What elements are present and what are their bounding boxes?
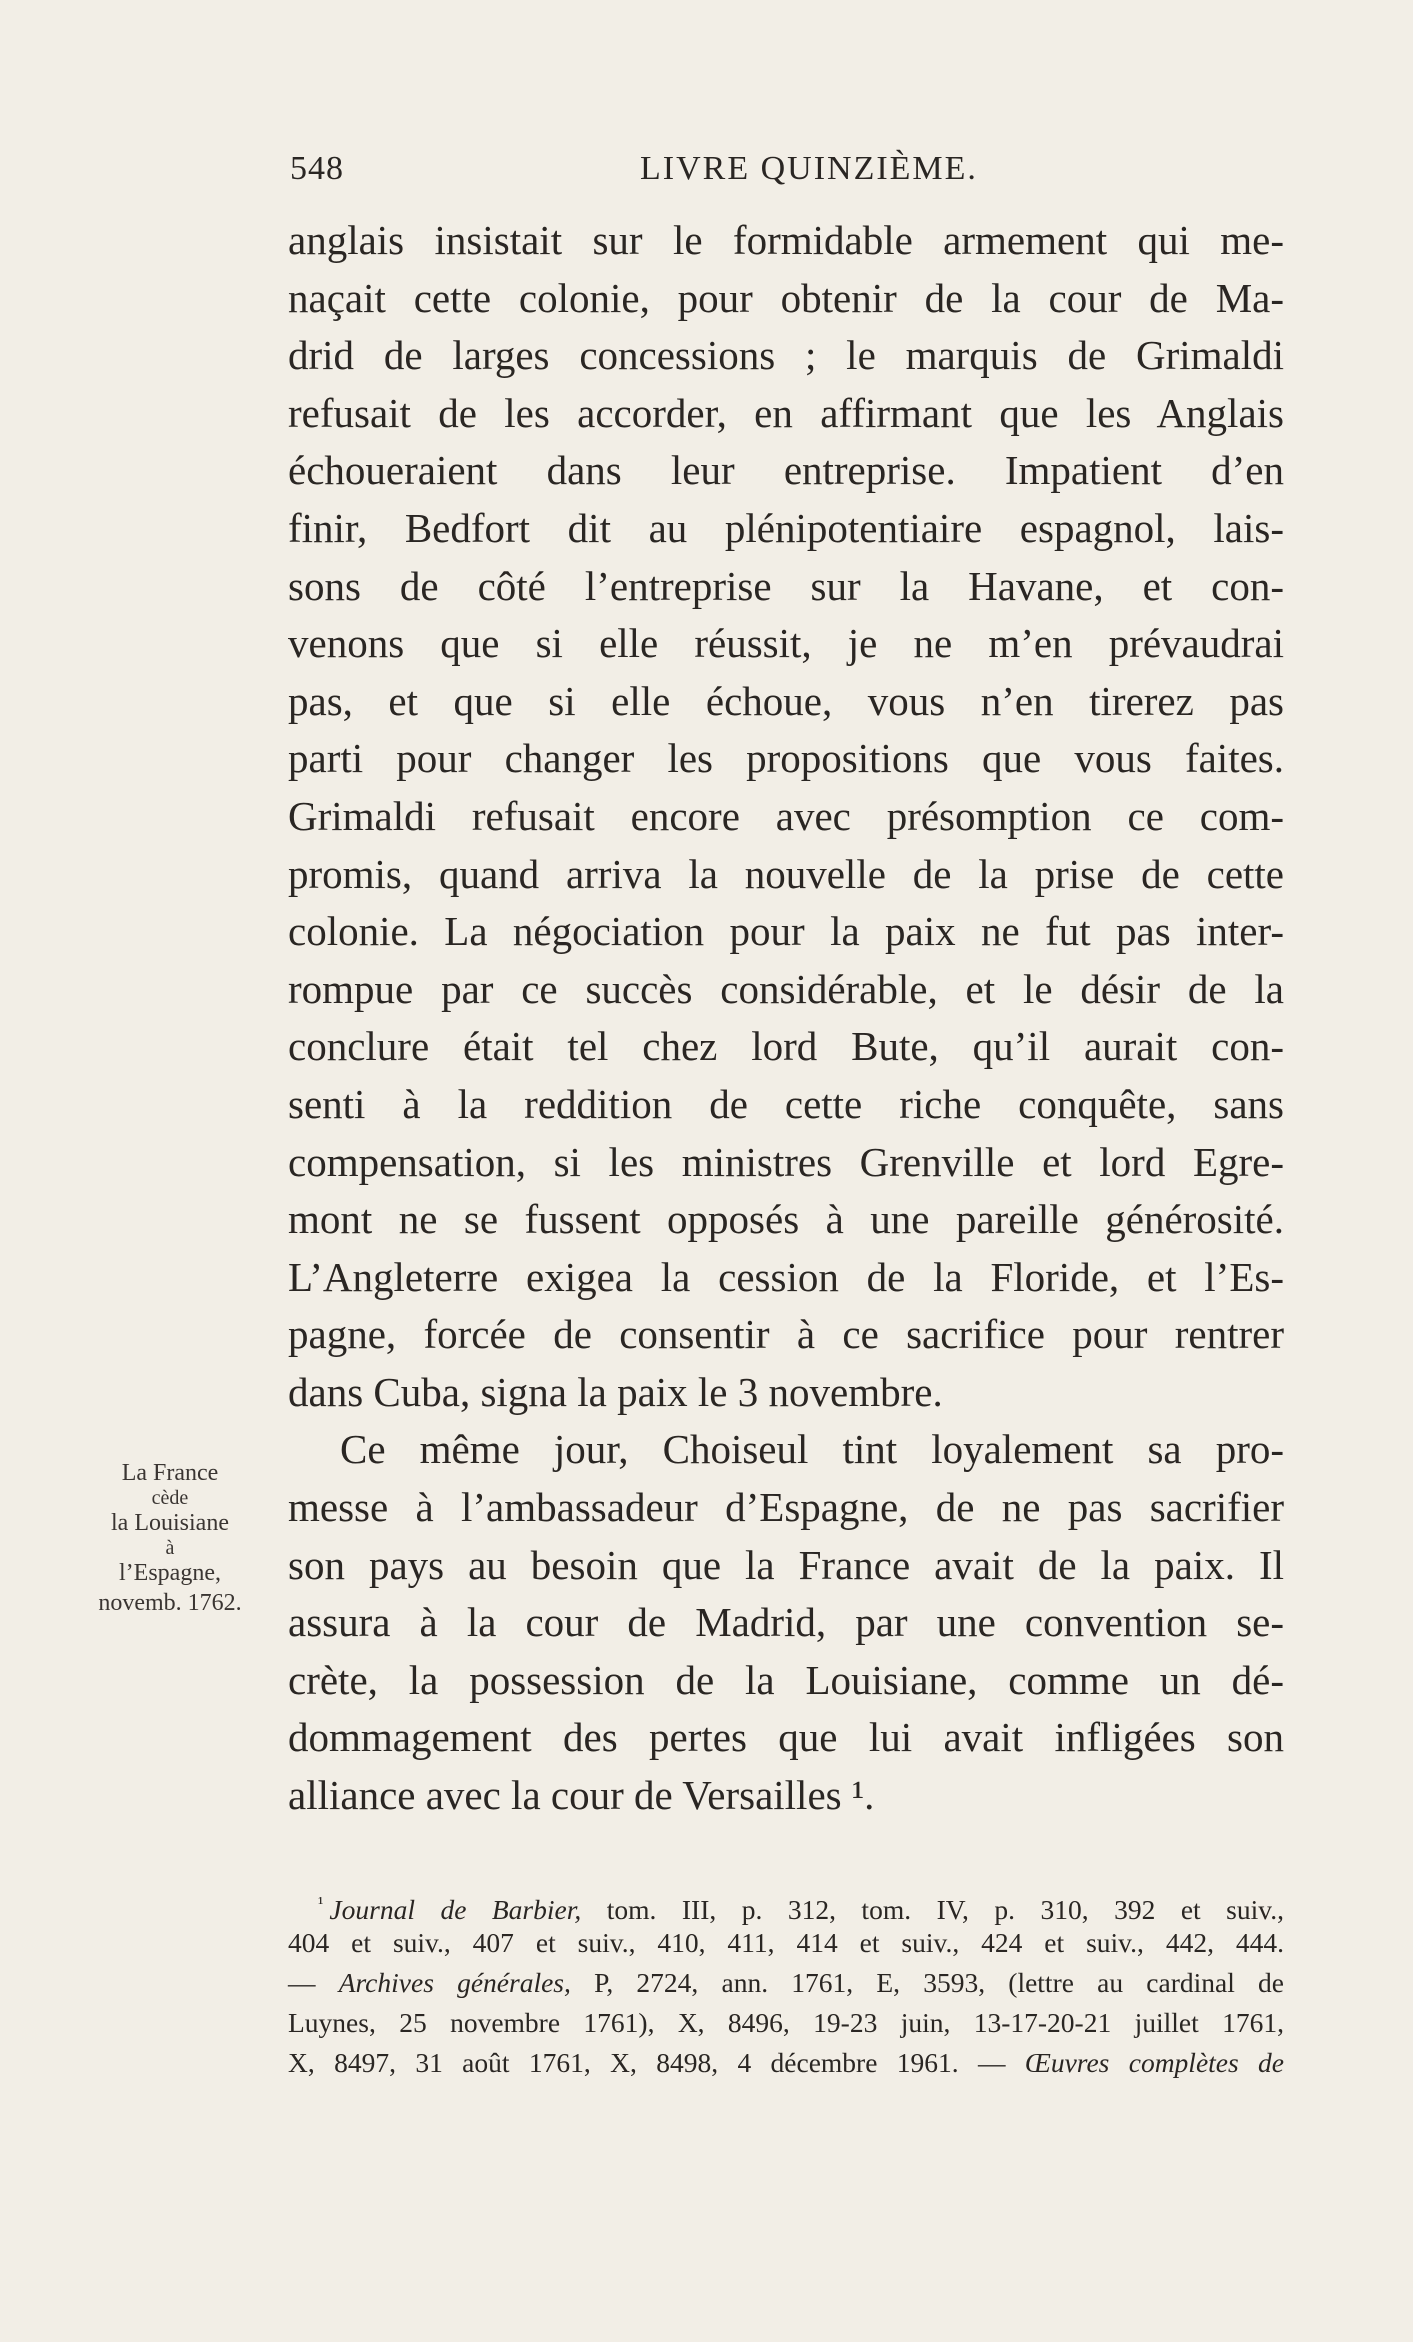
body-line: naçait cette colonie, pour obtenir de la cour de Ma-	[288, 274, 1284, 321]
body-line: mont ne se fussent opposés à une pareille générosité.	[288, 1196, 1284, 1243]
footnote-line	[288, 2043, 1284, 2083]
marginal-note-line: à	[165, 1537, 175, 1559]
marginal-note-line: cède	[151, 1487, 189, 1509]
body-line: crète, la possession de la Louisiane, comme un dé-	[288, 1656, 1284, 1703]
body-line: rompue par ce succès considérable, et le désir de la	[288, 965, 1284, 1012]
paragraph-start-line: Ce même jour, Choiseul tint loyalement sa pro-	[340, 1426, 1284, 1473]
footnote-text: P, 2724, ann. 1761, E, 3593, (lettre au cardinal de	[594, 1967, 1285, 1998]
paragraph-end-line: dans Cuba, signa la paix le 3 novembre.	[288, 1368, 943, 1415]
marginal-note-line: l’Espagne,	[119, 1560, 221, 1586]
paragraph-end-line: alliance avec la cour de Versailles ¹.	[288, 1772, 875, 1819]
marginal-note	[70, 1458, 270, 1618]
body-line: messe à l’ambassadeur d’Espagne, de ne pas sacrifier	[288, 1484, 1284, 1531]
body-text	[288, 212, 1284, 1825]
footnotes	[288, 1883, 1284, 2083]
footnote-source-title: Œuvres complètes de	[1024, 2047, 1285, 2078]
body-line: colonie. La négociation pour la paix ne fut pas inter-	[288, 908, 1284, 955]
body-line: son pays au besoin que la France avait de la paix. Il	[288, 1541, 1284, 1588]
body-line: Grimaldi refusait encore avec présomption ce com-	[288, 792, 1284, 839]
body-line: promis, quand arriva la nouvelle de la prise de cette	[288, 850, 1284, 897]
footnote-dash: —	[288, 1967, 316, 1998]
body-line: pas, et que si elle échoue, vous n’en tirerez pas	[288, 677, 1284, 724]
body-line: pagne, forcée de consentir à ce sacrifice pour rentrer	[288, 1311, 1284, 1358]
body-line: venons que si elle réussit, je ne m’en prévaudrai	[288, 620, 1284, 667]
footnote-marker: ¹	[318, 1893, 324, 1913]
body-line: refusait de les accorder, en affirmant que les Anglais	[288, 389, 1284, 436]
footnote-source-title: Journal de Barbier,	[329, 1894, 582, 1926]
page-number: 548	[290, 150, 344, 187]
footnote-line: Luynes, 25 novembre 1761), X, 8496, 19-23 juin, 13-17-20-21 juillet 1761,	[288, 2007, 1284, 2038]
footnote-source-title: Archives générales,	[338, 1967, 571, 1998]
body-line: dommagement des pertes que lui avait infligées son	[288, 1714, 1284, 1761]
footnote-text: X, 8497, 31 août 1761, X, 8498, 4 décembre 1961. —	[288, 2047, 1006, 2078]
footnote-text: tom. III, p. 312, tom. IV, p. 310, 392 et suiv.,	[606, 1894, 1284, 1926]
body-line: anglais insistait sur le formidable armement qui me-	[288, 217, 1284, 263]
footnote-line	[288, 1963, 1284, 2003]
body-line: L’Angleterre exigea la cession de la Floride, et l’Es-	[288, 1253, 1284, 1300]
footnote-line: 404 et suiv., 407 et suiv., 410, 411, 414 et suiv., 424 et suiv., 442, 444.	[288, 1927, 1284, 1958]
body-line: finir, Bedfort dit au plénipotentiaire espagnol, lais-	[288, 504, 1284, 551]
body-line: drid de larges concessions ; le marquis de Grimaldi	[288, 332, 1284, 379]
page-header	[290, 150, 1290, 200]
body-line: échoueraient dans leur entreprise. Impatient d’en	[288, 447, 1284, 494]
body-line: parti pour changer les propositions que vous faites.	[288, 735, 1284, 782]
footnote-line	[288, 1883, 1284, 1926]
body-line: conclure était tel chez lord Bute, qu’il aurait con-	[288, 1023, 1284, 1070]
body-line: compensation, si les ministres Grenville et lord Egre-	[288, 1138, 1284, 1185]
body-line: assura à la cour de Madrid, par une convention se-	[288, 1599, 1284, 1646]
running-title: LIVRE QUINZIÈME.	[640, 150, 978, 187]
body-line: sons de côté l’entreprise sur la Havane, et con-	[288, 562, 1284, 609]
body-line: senti à la reddition de cette riche conquête, sans	[288, 1080, 1284, 1127]
marginal-note-line: la Louisiane	[111, 1510, 229, 1536]
marginal-note-line: La France	[121, 1460, 219, 1486]
marginal-note-line: novemb. 1762.	[98, 1590, 242, 1616]
